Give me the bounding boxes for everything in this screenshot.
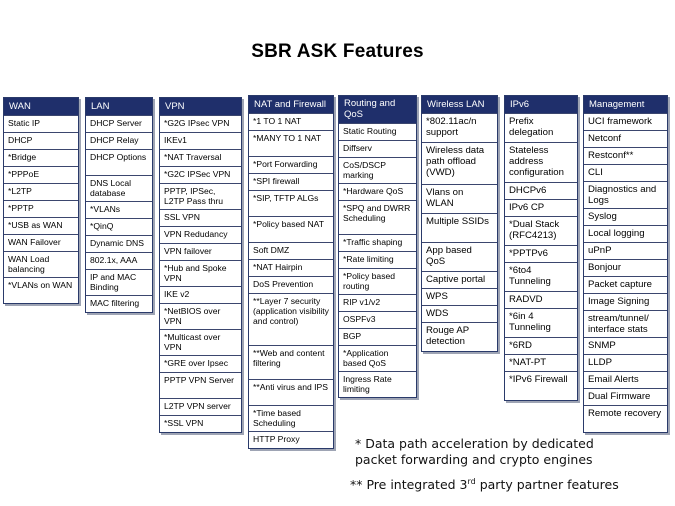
footnote-partner-post: party partner features <box>475 477 619 492</box>
column-header-wan: WAN <box>4 98 78 115</box>
feature-item: *G2G IPsec VPN <box>160 115 241 132</box>
feature-item: *NetBIOS over VPN <box>160 303 241 329</box>
feature-item: Static IP <box>4 115 78 132</box>
feature-item: *Policy based NAT <box>249 216 333 242</box>
feature-item: Dynamic DNS <box>86 235 152 252</box>
feature-item: RADVD <box>505 291 577 308</box>
feature-item: Image Signing <box>584 293 667 310</box>
feature-item: Dual Firmware <box>584 388 667 405</box>
feature-item: DHCP Server <box>86 115 152 132</box>
feature-item: MAC filtering <box>86 295 152 312</box>
feature-item: RIP v1/v2 <box>339 294 416 311</box>
column-header-wireless-lan: Wireless LAN <box>422 96 497 113</box>
feature-item: L2TP VPN server <box>160 398 241 415</box>
footnote-partner-sup: rd <box>467 476 476 486</box>
feature-item: Wireless data path offload (VWD) <box>422 142 497 184</box>
feature-item: *SPQ and DWRR Scheduling <box>339 200 416 234</box>
feature-item: *MANY TO 1 NAT <box>249 130 333 156</box>
column-header-nat-and-firewall: NAT and Firewall <box>249 96 333 113</box>
feature-item: App based QoS <box>422 242 497 271</box>
feature-item: Rouge AP detection <box>422 322 497 351</box>
feature-item: WPS <box>422 288 497 305</box>
feature-item: Remote recovery <box>584 405 667 432</box>
feature-item: WDS <box>422 305 497 322</box>
feature-item: DNS Local database <box>86 175 152 201</box>
feature-item: *PPTPv6 <box>505 245 577 262</box>
footnote-acceleration-line1: * Data path acceleration by dedicated <box>355 436 594 451</box>
feature-item: PPTP, IPSec, L2TP Pass thru <box>160 183 241 209</box>
feature-item: VPN Redudancy <box>160 226 241 243</box>
feature-item: IP and MAC Binding <box>86 269 152 295</box>
feature-item: **Web and content filtering <box>249 345 333 379</box>
feature-item: HTTP Proxy <box>249 431 333 448</box>
column-management <box>583 95 668 433</box>
feature-item: Vlans on WLAN <box>422 184 497 213</box>
feature-item: BGP <box>339 328 416 345</box>
feature-item: Captive portal <box>422 271 497 288</box>
feature-item: Diagnostics and Logs <box>584 181 667 208</box>
feature-item: DHCP Relay <box>86 132 152 149</box>
feature-item: IKE v2 <box>160 286 241 303</box>
feature-item: *G2C IPSec VPN <box>160 166 241 183</box>
feature-item: *Multicast over VPN <box>160 329 241 355</box>
footnote-partner <box>350 477 619 493</box>
feature-item: *NAT-PT <box>505 354 577 371</box>
column-header-ipv6: IPv6 <box>505 96 577 113</box>
feature-item: SSL VPN <box>160 209 241 226</box>
feature-item: Local logging <box>584 225 667 242</box>
feature-item: *Hardware QoS <box>339 183 416 200</box>
feature-item: *Rate limiting <box>339 251 416 268</box>
feature-item: uPnP <box>584 242 667 259</box>
feature-item: IKEv1 <box>160 132 241 149</box>
feature-item: *VLANs on WAN <box>4 277 78 303</box>
column-nat-and-firewall <box>248 95 334 449</box>
feature-item: *SIP, TFTP ALGs <box>249 190 333 216</box>
footnote-acceleration-line2: packet forwarding and crypto engines <box>355 452 593 467</box>
feature-item: Restconf** <box>584 147 667 164</box>
column-header-management: Management <box>584 96 667 113</box>
column-lan <box>85 97 153 313</box>
feature-item: *PPTP <box>4 200 78 217</box>
feature-item: *Policy based routing <box>339 268 416 294</box>
column-routing-and-qos <box>338 95 417 398</box>
feature-item: IPv6 CP <box>505 199 577 216</box>
feature-item: Multiple SSIDs <box>422 213 497 242</box>
feature-item: *Hub and Spoke VPN <box>160 260 241 286</box>
feature-item: *SSL VPN <box>160 415 241 432</box>
feature-item: CLI <box>584 164 667 181</box>
feature-item: *GRE over Ipsec <box>160 355 241 372</box>
feature-item: Packet capture <box>584 276 667 293</box>
feature-item: VPN failover <box>160 243 241 260</box>
column-wan <box>3 97 79 304</box>
column-header-lan: LAN <box>86 98 152 115</box>
feature-item: CoS/DSCP marking <box>339 157 416 183</box>
feature-item: DHCP Options <box>86 149 152 175</box>
feature-item: PPTP VPN Server <box>160 372 241 398</box>
column-wireless-lan <box>421 95 498 352</box>
feature-item: *6to4 Tunneling <box>505 262 577 291</box>
feature-item: *Port Forwarding <box>249 156 333 173</box>
column-header-vpn: VPN <box>160 98 241 115</box>
footnotes <box>350 436 619 493</box>
column-ipv6 <box>504 95 578 401</box>
feature-item: Diffserv <box>339 140 416 157</box>
feature-item: **Layer 7 security (application visibility and control) <box>249 293 333 345</box>
feature-item: *USB as WAN <box>4 217 78 234</box>
column-header-routing-and-qos: Routing and QoS <box>339 96 416 123</box>
feature-item: Ingress Rate limiting <box>339 371 416 397</box>
feature-item: WAN Load balancing <box>4 251 78 277</box>
feature-item: DoS Prevention <box>249 276 333 293</box>
feature-item: LLDP <box>584 354 667 371</box>
feature-item: Prefix delegation <box>505 113 577 142</box>
feature-item: *NAT Traversal <box>160 149 241 166</box>
feature-item: Bonjour <box>584 259 667 276</box>
feature-item: *VLANs <box>86 201 152 218</box>
feature-item: *L2TP <box>4 183 78 200</box>
feature-item: *6in 4 Tunneling <box>505 308 577 337</box>
feature-item: UCI framework <box>584 113 667 130</box>
feature-item: *6RD <box>505 337 577 354</box>
column-vpn <box>159 97 242 433</box>
feature-item: *Application based QoS <box>339 345 416 371</box>
footnote-partner-pre: ** Pre integrated 3 <box>350 477 468 492</box>
feature-item: Stateless address configuration <box>505 142 577 182</box>
feature-item: *Dual Stack (RFC4213) <box>505 216 577 245</box>
feature-item: Email Alerts <box>584 371 667 388</box>
feature-item: DHCPv6 <box>505 182 577 199</box>
feature-item: OSPFv3 <box>339 311 416 328</box>
feature-item: *1 TO 1 NAT <box>249 113 333 130</box>
feature-item: *NAT Hairpin <box>249 259 333 276</box>
feature-item: *Traffic shaping <box>339 234 416 251</box>
feature-item: stream/tunnel/ interface stats <box>584 310 667 337</box>
feature-item: Syslog <box>584 208 667 225</box>
feature-item: SNMP <box>584 337 667 354</box>
feature-item: Soft DMZ <box>249 242 333 259</box>
feature-item: *QinQ <box>86 218 152 235</box>
feature-item: Static Routing <box>339 123 416 140</box>
feature-item: Netconf <box>584 130 667 147</box>
feature-item: *IPv6 Firewall <box>505 371 577 400</box>
feature-item: **Anti virus and IPS <box>249 379 333 405</box>
feature-item: *SPI firewall <box>249 173 333 190</box>
feature-item: DHCP <box>4 132 78 149</box>
feature-item: *Time based Scheduling <box>249 405 333 431</box>
feature-item: *Bridge <box>4 149 78 166</box>
page-title: SBR ASK Features <box>251 41 424 62</box>
feature-item: *802.11ac/n support <box>422 113 497 142</box>
feature-item: *PPPoE <box>4 166 78 183</box>
feature-item: WAN Failover <box>4 234 78 251</box>
feature-item: 802.1x, AAA <box>86 252 152 269</box>
